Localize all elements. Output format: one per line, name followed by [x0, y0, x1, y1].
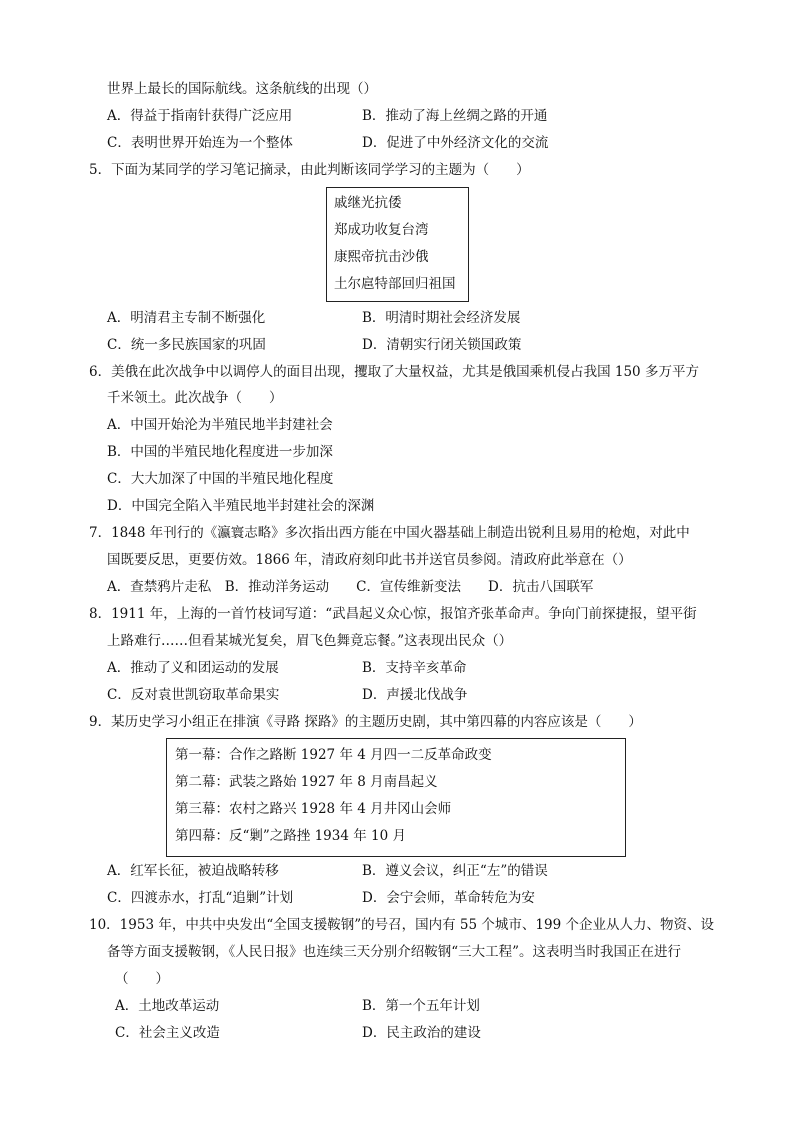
q5-note-2: 郑成功收复台湾 [334, 222, 429, 238]
q8-option-a[interactable]: A．推动了义和团运动的发展 [107, 660, 279, 676]
q4-stem-continuation: 世界上最长的国际航线。这条航线的出现（） [107, 81, 377, 97]
q8-stem-line-2: 上路难行……但看某城光复矣，眉飞色舞竟忘餐。”这表现出民众（） [107, 633, 513, 649]
q6-option-c[interactable]: C．大大加深了中国的半殖民地化程度 [107, 471, 334, 487]
q7-options[interactable]: A．查禁鸦片走私 B．推动洋务运动 C．宣传维新变法 D．抗击八国联军 [107, 579, 594, 595]
q6-option-b[interactable]: B．中国的半殖民地化程度进一步加深 [107, 444, 333, 460]
q10-stem-line-3: （ ） [115, 971, 169, 987]
q10-stem-line-2: 备等方面支援鞍钢，《人民日报》也连续三天分别介绍鞍钢“三大工程”。这表明当时我国正在进行 [107, 944, 682, 960]
q9-option-b[interactable]: B．遵义会议，纠正“左”的错误 [362, 863, 548, 879]
q10-option-a[interactable]: A．土地改革运动 [115, 998, 220, 1014]
q9-act-3: 第三幕：农村之路兴 1928 年 4 月井冈山会师 [175, 801, 452, 817]
q9-option-c[interactable]: C．四渡赤水，打乱“追剿”计划 [107, 890, 294, 906]
q5-option-c[interactable]: C．统一多民族国家的巩固 [107, 337, 266, 353]
q8-option-b[interactable]: B．支持辛亥革命 [362, 660, 467, 676]
q6-stem-line-1: 6．美俄在此次战争中以调停人的面目出现，攫取了大量权益，尤其是俄国乘机侵占我国 150 多万平方 [89, 364, 699, 380]
q5-option-a[interactable]: A．明清君主专制不断强化 [107, 310, 266, 326]
q9-act-4: 第四幕：反“剿”之路挫 1934 年 10 月 [175, 828, 407, 844]
q9-option-a[interactable]: A．红军长征，被迫战略转移 [107, 863, 279, 879]
q4-option-b[interactable]: B．推动了海上丝绸之路的开通 [362, 108, 548, 124]
q5-option-d[interactable]: D．清朝实行闭关锁国政策 [362, 337, 522, 353]
q6-stem-line-2: 千米领土。此次战争（ ） [107, 390, 283, 406]
q7-stem-line-2: 国既要反思，更要仿效。1866 年，清政府刻印此书并送官员参阅。清政府此举意在（） [107, 552, 632, 568]
q5-stem: 5．下面为某同学的学习笔记摘录，由此判断该同学学习的主题为（ ） [89, 162, 530, 178]
q8-option-d[interactable]: D．声援北伐战争 [362, 687, 468, 703]
q10-option-d[interactable]: D．民主政治的建设 [362, 1025, 481, 1041]
q5-note-1: 戚继光抗倭 [334, 195, 402, 211]
q6-option-d[interactable]: D．中国完全陷入半殖民地半封建社会的深渊 [107, 498, 375, 514]
q9-stem: 9．某历史学习小组正在排演《寻路 探路》的主题历史剧，其中第四幕的内容应该是（ ） [89, 714, 642, 730]
q5-note-4: 土尔扈特部回归祖国 [334, 276, 456, 292]
q4-option-d[interactable]: D．促进了中外经济文化的交流 [362, 135, 549, 151]
q8-stem-line-1: 8．1911 年，上海的一首竹枝词写道：“武昌起义众心惊，报馆齐张革命声。争向门前探捷报，望平街 [89, 606, 697, 622]
q4-option-c[interactable]: C．表明世界开始连为一个整体 [107, 135, 293, 151]
q7-stem-line-1: 7．1848 年刊行的《瀛寰志略》多次指出西方能在中国火器基础上制造出锐利且易用的枪炮，对此中 [89, 525, 690, 541]
q8-option-c[interactable]: C．反对袁世凯窃取革命果实 [107, 687, 280, 703]
q6-option-a[interactable]: A．中国开始沦为半殖民地半封建社会 [107, 417, 333, 433]
q9-act-2: 第二幕：武装之路始 1927 年 8 月南昌起义 [175, 774, 438, 790]
q10-stem-line-1: 10．1953 年，中共中央发出“全国支援鞍钢”的号召，国内有 55 个城市、199 个企业从人力、物资、设 [89, 917, 714, 933]
q9-act-1: 第一幕：合作之路断 1927 年 4 月四一二反革命政变 [175, 747, 492, 763]
q5-option-b[interactable]: B．明清时期社会经济发展 [362, 310, 521, 326]
q5-note-3: 康熙帝抗击沙俄 [334, 249, 429, 265]
q10-option-b[interactable]: B．第一个五年计划 [362, 998, 480, 1014]
q10-option-c[interactable]: C．社会主义改造 [115, 1025, 220, 1041]
q4-option-a[interactable]: A．得益于指南针获得广泛应用 [107, 108, 293, 124]
q9-option-d[interactable]: D．会宁会师，革命转危为安 [362, 890, 535, 906]
